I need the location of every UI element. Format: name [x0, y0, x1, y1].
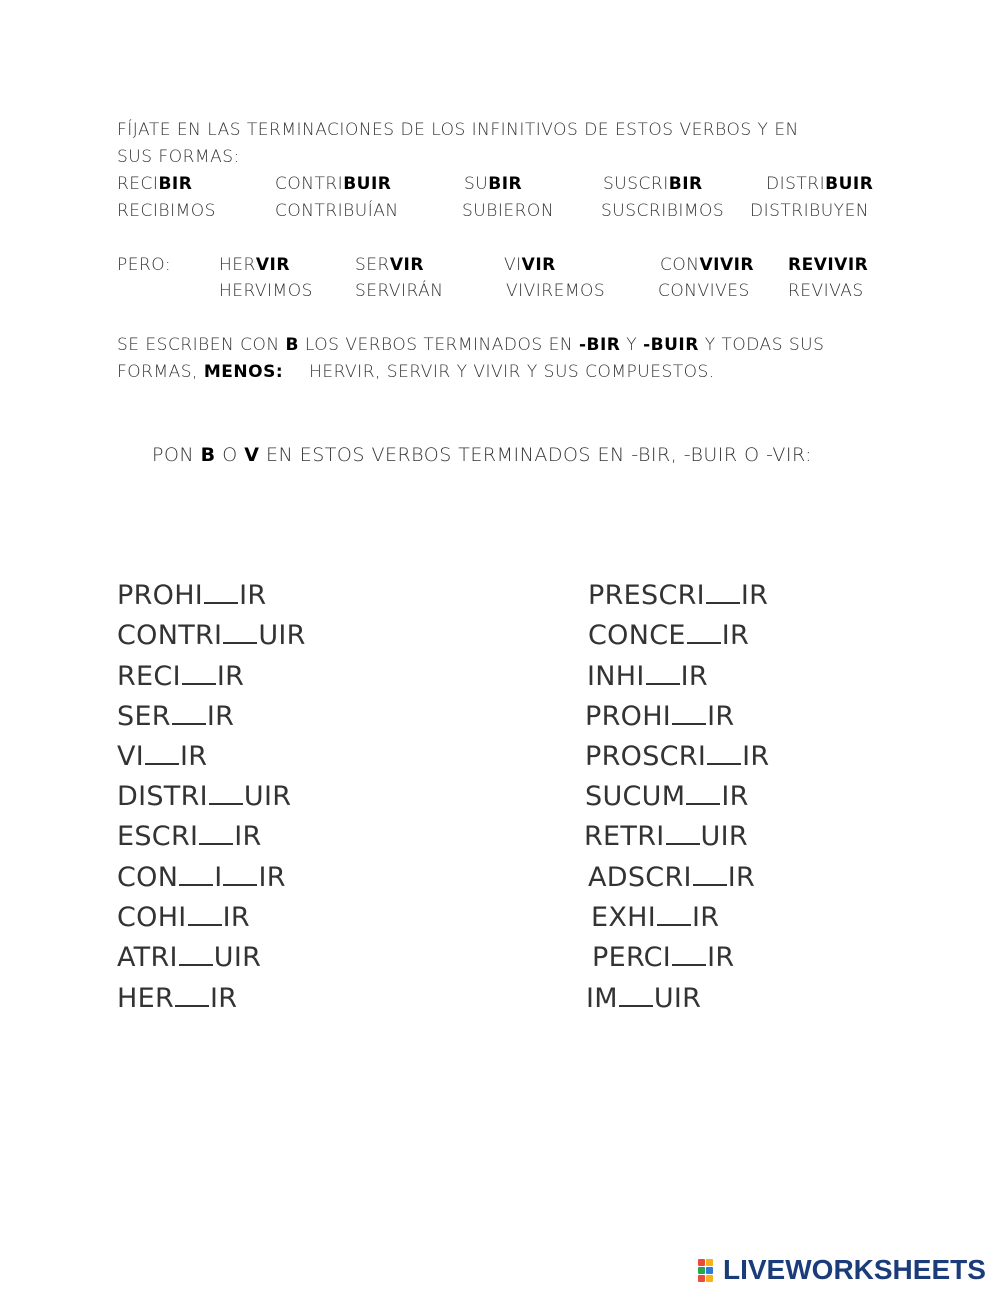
word-part: IR: [239, 580, 267, 611]
exercise-word: [588, 580, 768, 611]
word-part: INHI: [587, 661, 645, 692]
exercise-word: [117, 821, 262, 852]
exercise-word: [117, 942, 261, 973]
rule-b: B: [285, 335, 299, 355]
pero-form: CONVIVES: [658, 281, 750, 301]
example-infinitive: DISTRIBUIR: [766, 174, 874, 194]
rule-line-2: FORMAS, MENOS: HERVIR, SERVIR Y VIVIR Y SUS COMPUESTOS.: [117, 362, 715, 382]
blank-input[interactable]: [145, 743, 179, 765]
word-part: UIR: [258, 620, 306, 651]
intro-line-2: SUS FORMAS:: [117, 147, 240, 167]
word-part: IR: [210, 983, 238, 1014]
word-part: CONTRI: [117, 620, 223, 651]
pero-infinitive: CONVIVIR: [660, 255, 755, 275]
word-part: PERCI: [592, 942, 672, 973]
rule-menos: MENOS:: [203, 362, 284, 382]
exercise-word: [586, 983, 701, 1014]
example-form: SUSCRIBIMOS: [601, 201, 725, 221]
word-part: SUCUM: [585, 781, 686, 812]
blank-input[interactable]: [179, 864, 213, 886]
pero-label: PERO:: [117, 255, 172, 275]
word-part: UIR: [243, 781, 292, 812]
blank-input[interactable]: [672, 703, 706, 725]
example-form: DISTRIBUYEN: [750, 201, 870, 221]
pero-infinitive: VIVIR: [504, 255, 556, 275]
blank-input[interactable]: [175, 985, 209, 1007]
pero-infinitive: SERVIR: [355, 255, 424, 275]
word-part: IR: [742, 741, 770, 772]
rule-line-1: SE ESCRIBEN CON B LOS VERBOS TERMINADOS EN -BIR Y -BUIR Y TODAS SUS: [117, 335, 825, 355]
blank-input[interactable]: [672, 944, 706, 966]
word-part: CONCE: [588, 620, 686, 651]
word-part: DISTRI: [117, 781, 208, 812]
word-part: IR: [707, 942, 735, 973]
word-part: COHI: [117, 902, 187, 933]
exercise-word: [591, 902, 719, 933]
exercise-word: [587, 661, 708, 692]
pero-form: REVIVAS: [788, 281, 864, 301]
blank-input[interactable]: [646, 663, 680, 685]
blank-input[interactable]: [686, 783, 720, 805]
liveworksheets-logo: [698, 1255, 986, 1285]
word-part: IR: [222, 902, 250, 933]
instruction: PON B O V EN ESTOS VERBOS TERMINADOS EN -BIR, -BUIR O -VIR:: [152, 444, 813, 466]
blank-input[interactable]: [172, 703, 206, 725]
word-part: IR: [206, 701, 235, 732]
word-part: RETRI: [584, 821, 665, 852]
exercise-word: [585, 781, 749, 812]
exercise-word: [585, 741, 769, 772]
pero-form: HERVIMOS: [219, 281, 313, 301]
word-part: PROHI: [585, 701, 672, 732]
blank-input[interactable]: [223, 622, 257, 644]
word-part: UIR: [700, 821, 748, 852]
blank-input[interactable]: [657, 904, 691, 926]
word-part: UIR: [653, 983, 702, 1014]
word-part: CON: [117, 862, 179, 893]
exercise-word: [117, 701, 234, 732]
rule-buir: -BUIR: [643, 335, 699, 355]
word-part: ATRI: [117, 942, 178, 973]
example-infinitive: RECIBIR: [117, 174, 193, 194]
exercise-word: [117, 862, 286, 893]
example-form: RECIBIMOS: [117, 201, 216, 221]
blank-input[interactable]: [179, 944, 213, 966]
word-part: ADSCRI: [588, 862, 692, 893]
example-infinitive: SUBIR: [464, 174, 523, 194]
exercise-word: [588, 862, 755, 893]
blank-input[interactable]: [706, 582, 740, 604]
example-infinitive: SUSCRIBIR: [603, 174, 703, 194]
blank-input[interactable]: [687, 622, 721, 644]
word-part: IR: [721, 620, 750, 651]
exercise-word: [117, 781, 291, 812]
pero-form: VIVIREMOS: [506, 281, 606, 301]
exercise-word: [117, 661, 244, 692]
word-part: VI: [117, 741, 145, 772]
blank-input[interactable]: [619, 985, 653, 1007]
word-part: IR: [707, 701, 735, 732]
blank-input[interactable]: [188, 904, 222, 926]
example-infinitive: CONTRIBUIR: [275, 174, 392, 194]
logo-text: LIVEWORKSHEETS: [723, 1254, 986, 1285]
pero-form: SERVIRÁN: [355, 281, 444, 301]
exercise-word: [117, 902, 250, 933]
rule-bir: -BIR: [578, 335, 621, 355]
word-part: PRESCRI: [588, 580, 705, 611]
liveworksheets-logo-icon: [698, 1257, 720, 1283]
word-part: IR: [680, 661, 708, 692]
example-form: SUBIERON: [462, 201, 555, 221]
exercise-word: [588, 620, 749, 651]
word-part: IM: [586, 983, 618, 1014]
exercise-word: [592, 942, 734, 973]
example-form: CONTRIBUÍAN: [275, 201, 399, 221]
word-part: IR: [258, 862, 286, 893]
blank-input[interactable]: [209, 783, 243, 805]
word-part: UIR: [213, 942, 262, 973]
word-part: IR: [692, 902, 720, 933]
word-part: IR: [727, 862, 756, 893]
word-part: IR: [721, 781, 749, 812]
word-part: ESCRI: [117, 821, 199, 852]
word-part: IR: [216, 661, 245, 692]
exercise-word: [584, 821, 748, 852]
exercise-word: [117, 620, 306, 651]
word-part: EXHI: [591, 902, 657, 933]
blank-input[interactable]: [204, 582, 238, 604]
word-part: PROSCRI: [585, 741, 707, 772]
word-part: PROHI: [117, 580, 204, 611]
blank-input[interactable]: [693, 864, 727, 886]
word-part: HER: [117, 983, 175, 1014]
blank-input[interactable]: [223, 864, 257, 886]
blank-input[interactable]: [182, 663, 216, 685]
word-part: IR: [234, 821, 262, 852]
pero-infinitive: HERVIR: [219, 255, 290, 275]
word-part: SER: [117, 701, 171, 732]
exercise-word: [117, 741, 207, 772]
word-part: IR: [740, 580, 769, 611]
blank-input[interactable]: [707, 743, 741, 765]
exercise-word: [117, 580, 266, 611]
blank-input[interactable]: [666, 823, 700, 845]
exercise-word: [585, 701, 734, 732]
intro-line-1: FÍJATE EN LAS TERMINACIONES DE LOS INFINITIVOS DE ESTOS VERBOS Y EN: [117, 120, 799, 140]
blank-input[interactable]: [199, 823, 233, 845]
word-part: IR: [180, 741, 208, 772]
pero-infinitive: REVIVIR: [788, 255, 869, 275]
word-part: RECI: [117, 661, 181, 692]
word-part: I: [214, 862, 223, 893]
exercise-word: [117, 983, 237, 1014]
